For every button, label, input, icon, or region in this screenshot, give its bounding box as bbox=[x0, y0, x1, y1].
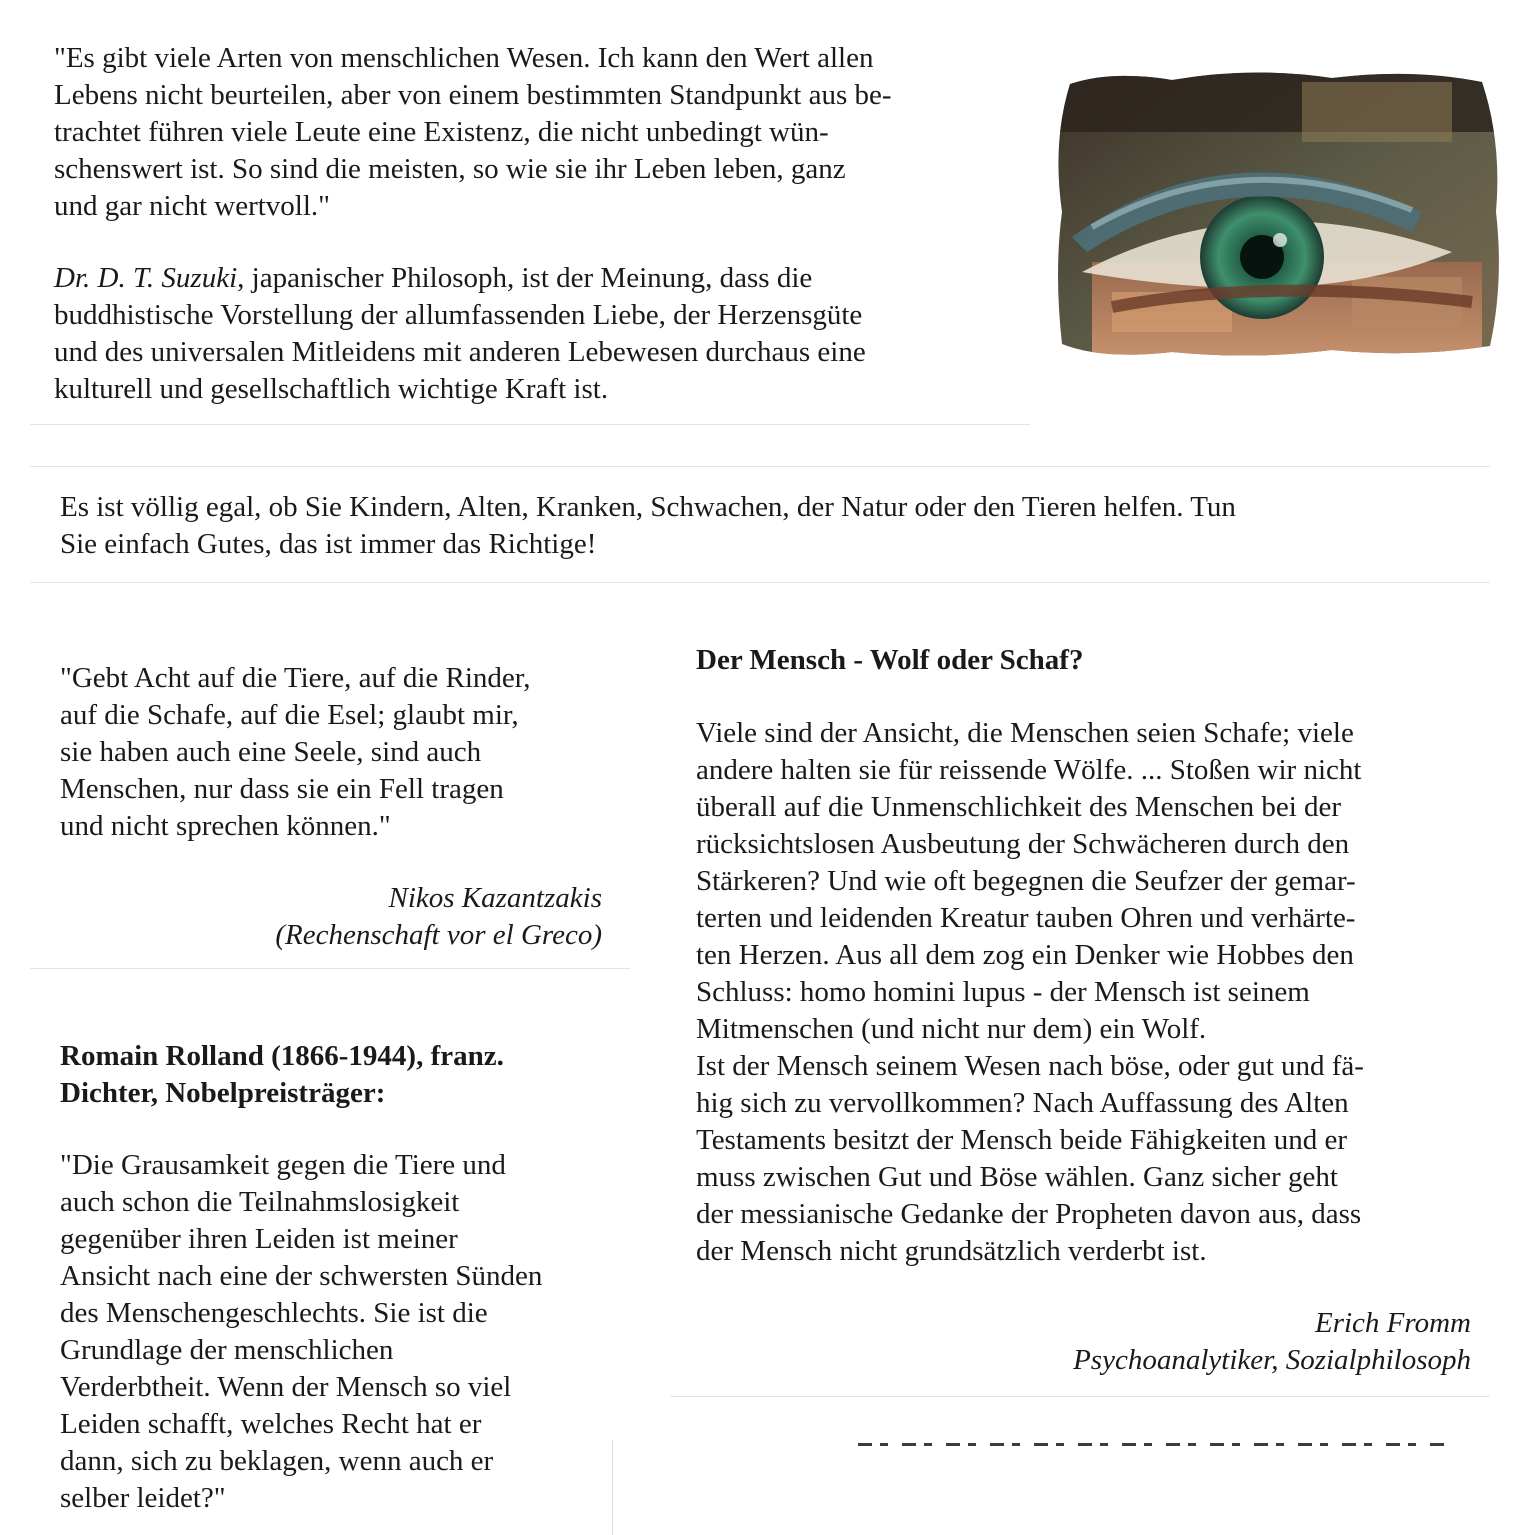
suzuki-quote bbox=[54, 40, 892, 225]
article-title: Der Mensch - Wolf oder Schaf? bbox=[696, 644, 1084, 676]
quote-line: sie haben auch eine Seele, sind auch bbox=[60, 736, 482, 768]
description-line: buddhistische Vorstellung der allumfassenden Liebe, der Herzensgüte bbox=[54, 299, 863, 331]
article-line: Mitmenschen (und nicht nur dem) ein Wolf. bbox=[696, 1013, 1207, 1045]
divider bbox=[670, 1396, 1490, 1397]
divider bbox=[30, 968, 630, 969]
author-name: Dr. D. T. Suzuki bbox=[54, 262, 238, 294]
divider bbox=[30, 424, 1030, 425]
fromm-text bbox=[696, 715, 1364, 1270]
article-line: Stärkeren? Und wie oft begegnen die Seufzer der gemar- bbox=[696, 865, 1356, 897]
kazantzakis-attribution bbox=[275, 880, 602, 954]
description-line bbox=[54, 260, 866, 297]
vertical-fold bbox=[612, 1440, 613, 1535]
quote-line: gegenüber ihren Leiden ist meiner bbox=[60, 1223, 458, 1255]
rolland-heading bbox=[60, 1038, 504, 1112]
quote-line: selber leidet?" bbox=[60, 1482, 226, 1514]
appeal-line: Sie einfach Gutes, das ist immer das Richtige! bbox=[60, 528, 597, 560]
quote-line: dann, sich zu beklagen, wenn auch er bbox=[60, 1445, 494, 1477]
quote-line: Lebens nicht beurteilen, aber von einem bestimmten Standpunkt aus be- bbox=[54, 79, 892, 111]
article-line: terten und leidenden Kreatur tauben Ohren und verhärte- bbox=[696, 902, 1356, 934]
quote-line: Grundlage der menschlichen bbox=[60, 1334, 394, 1366]
article-line: ten Herzen. Aus all dem zog ein Denker wie Hobbes den bbox=[696, 939, 1354, 971]
quote-line: Ansicht nach eine der schwersten Sünden bbox=[60, 1260, 543, 1292]
quote-line: Menschen, nur dass sie ein Fell tragen bbox=[60, 773, 504, 805]
article-line: Testaments besitzt der Mensch beide Fähigkeiten und er bbox=[696, 1124, 1348, 1156]
eye-photo-icon bbox=[1052, 62, 1506, 362]
article-line: muss zwischen Gut und Böse wählen. Ganz sicher geht bbox=[696, 1161, 1338, 1193]
article-line: Viele sind der Ansicht, die Menschen seien Schafe; viele bbox=[696, 717, 1354, 749]
quote-line: "Es gibt viele Arten von menschlichen Wesen. Ich kann den Wert allen bbox=[54, 42, 874, 74]
article-line: der messianische Gedanke der Propheten davon aus, dass bbox=[696, 1198, 1362, 1230]
quote-line: "Gebt Acht auf die Tiere, auf die Rinder, bbox=[60, 662, 531, 694]
author-role: Psychoanalytiker, Sozialphilosoph bbox=[1073, 1344, 1471, 1376]
quote-line: auf die Schafe, auf die Esel; glaubt mir, bbox=[60, 699, 519, 731]
quote-line: trachtet führen viele Leute eine Existenz, die nicht unbedingt wün- bbox=[54, 116, 829, 148]
suzuki-description bbox=[54, 260, 866, 408]
description-text: , japanischer Philosoph, ist der Meinung, dass die bbox=[237, 262, 813, 294]
article-line: hig sich zu vervollkommen? Nach Auffassung des Alten bbox=[696, 1087, 1349, 1119]
source-title: (Rechenschaft vor el Greco) bbox=[275, 919, 602, 951]
article-line: Schluss: homo homini lupus - der Mensch ist seinem bbox=[696, 976, 1310, 1008]
description-line: und des universalen Mitleidens mit anderen Lebewesen durchaus eine bbox=[54, 336, 866, 368]
description-line: kulturell und gesellschaftlich wichtige Kraft ist. bbox=[54, 373, 609, 405]
quote-line: Verderbtheit. Wenn der Mensch so viel bbox=[60, 1371, 512, 1403]
quote-line: "Die Grausamkeit gegen die Tiere und bbox=[60, 1149, 506, 1181]
quote-line: und nicht sprechen können." bbox=[60, 810, 391, 842]
quote-line: Leiden schafft, welches Recht hat er bbox=[60, 1408, 482, 1440]
quote-line: auch schon die Teilnahmslosigkeit bbox=[60, 1186, 460, 1218]
article-line: rücksichtslosen Ausbeutung der Schwächeren durch den bbox=[696, 828, 1350, 860]
article-line: Ist der Mensch seinem Wesen nach böse, oder gut und fä- bbox=[696, 1050, 1364, 1082]
fromm-heading bbox=[696, 642, 1083, 679]
article-line: der Mensch nicht grundsätzlich verderbt ist. bbox=[696, 1235, 1207, 1267]
appeal-text bbox=[60, 489, 1236, 563]
divider bbox=[30, 466, 1490, 467]
fromm-attribution bbox=[1073, 1305, 1471, 1379]
cut-off-text-fragment bbox=[858, 1441, 1448, 1447]
appeal-line: Es ist völlig egal, ob Sie Kindern, Alten, Kranken, Schwachen, der Natur oder den Tieren helfen. Tun bbox=[60, 491, 1236, 523]
divider bbox=[30, 582, 1490, 583]
article-line: andere halten sie für reissende Wölfe. ... Stoßen wir nicht bbox=[696, 754, 1362, 786]
heading-line: Romain Rolland (1866-1944), franz. bbox=[60, 1040, 504, 1072]
author-name: Erich Fromm bbox=[1315, 1307, 1471, 1339]
rolland-quote bbox=[60, 1147, 542, 1517]
author-name: Nikos Kazantzakis bbox=[388, 882, 602, 914]
kazantzakis-quote bbox=[60, 660, 531, 845]
article-line: überall auf die Unmenschlichkeit des Menschen bei der bbox=[696, 791, 1342, 823]
quote-line: schenswert ist. So sind die meisten, so wie sie ihr Leben leben, ganz bbox=[54, 153, 846, 185]
heading-line: Dichter, Nobelpreisträger: bbox=[60, 1077, 386, 1109]
quote-line: und gar nicht wertvoll." bbox=[54, 190, 330, 222]
quote-line: des Menschengeschlechts. Sie ist die bbox=[60, 1297, 488, 1329]
